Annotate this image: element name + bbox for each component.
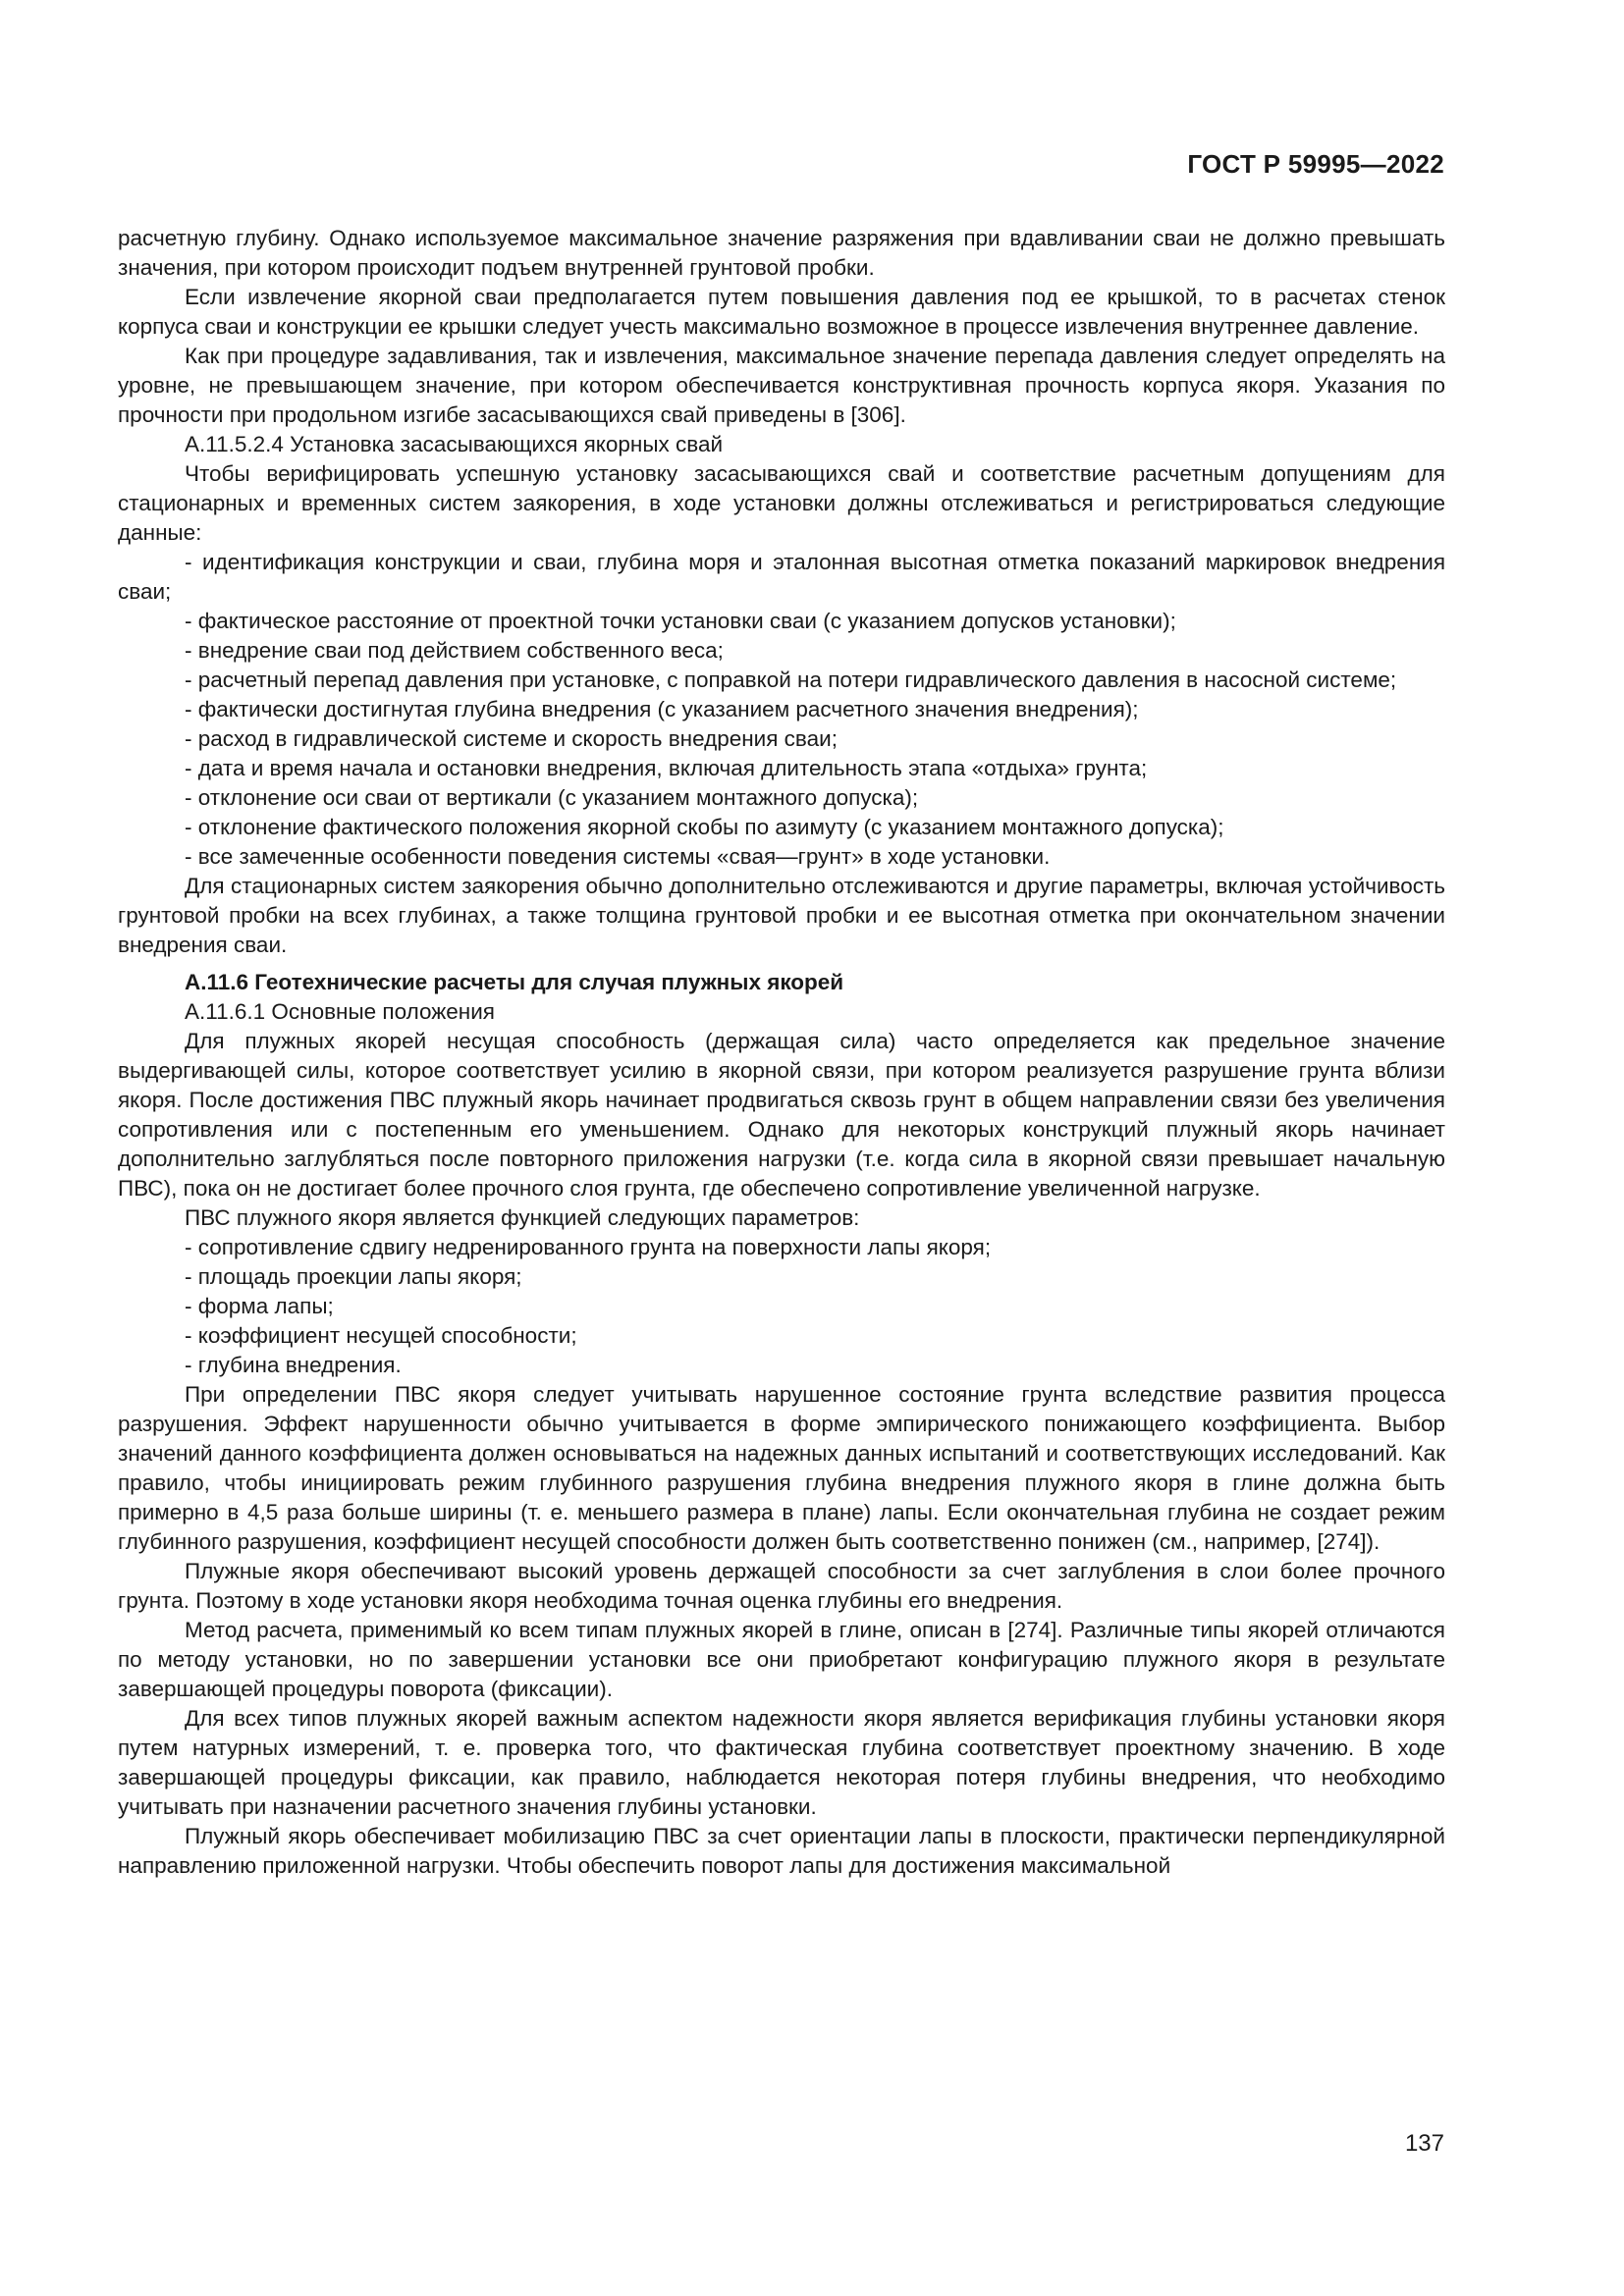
paragraph: Для стационарных систем заякорения обычно дополнительно отслеживаются и другие параметры, включая устойчивость грунтовой пробки на всех глубинах, а также толщина грунтовой пробки и ее высотная отметка при окончательном значении внедрения сваи. <box>118 874 1445 957</box>
paragraph: - расчетный перепад давления при установке, с поправкой на потери гидравлического давления в насосной системе; <box>185 667 1397 692</box>
paragraph: - фактическое расстояние от проектной точки установки сваи (с указанием допусков установки); <box>185 609 1176 633</box>
paragraph: - глубина внедрения. <box>185 1353 402 1377</box>
paragraph: - форма лапы; <box>185 1294 334 1318</box>
document-body <box>118 224 1445 1881</box>
page-number: 137 <box>1404 2130 1444 2157</box>
paragraph: Чтобы верифицировать успешную установку засасывающихся свай и соответствие расчетным допущениям для стационарных и временных систем заякорения, в ходе установки должны отслеживаться и регистрироваться следующие данные: <box>118 461 1445 545</box>
paragraph: А.11.5.2.4 Установка засасывающихся якорных свай <box>185 432 724 456</box>
paragraph: - отклонение оси сваи от вертикали (с указанием монтажного допуска); <box>185 785 919 810</box>
paragraph: - сопротивление сдвигу недренированного грунта на поверхности лапы якоря; <box>185 1235 992 1259</box>
paragraph: расчетную глубину. Однако используемое максимальное значение разряжения при вдавливании сваи не должно превышать значения, при котором происходит подъем внутренней грунтовой пробки. <box>118 226 1445 280</box>
paragraph: Для плужных якорей несущая способность (держащая сила) часто определяется как предельное значение выдергивающей силы, которое соответствует усилию в якорной связи, при котором реализуется разрушение грунта вблизи якоря. После достижения ПВС плужный якорь начинает продвигаться сквозь грунт в общем направлении связи без увеличения сопротивления или с постепенным его уменьшением. Однако для некоторых конструкций плужный якорь начинает дополнительно заглубляться после повторного приложения нагрузки (т.е. когда сила в якорной связи превышает начальную ПВС), пока он не достигает более прочного слоя грунта, где обеспечено сопротивление увеличенной нагрузке. <box>118 1029 1445 1201</box>
paragraph: ПВС плужного якоря является функцией следующих параметров: <box>185 1205 860 1230</box>
paragraph: Для всех типов плужных якорей важным аспектом надежности якоря является верификация глубины установки якоря путем натурных измерений, т. е. проверка того, что фактическая глубина соответствует проектному значению. В ходе завершающей процедуры фиксации, как правило, наблюдается некоторая потеря глубины внедрения, что необходимо учитывать при назначении расчетного значения глубины установки. <box>118 1706 1445 1819</box>
paragraph: - все замеченные особенности поведения системы «свая—грунт» в ходе установки. <box>185 844 1051 869</box>
paragraph: Если извлечение якорной сваи предполагается путем повышения давления под ее крышкой, то в расчетах стенок корпуса сваи и конструкции ее крышки следует учесть максимально возможное в процессе извлечения внутреннее давление. <box>118 285 1445 339</box>
paragraph: - фактически достигнутая глубина внедрения (с указанием расчетного значения внедрения); <box>185 697 1139 721</box>
paragraph: Плужные якоря обеспечивают высокий уровень держащей способности за счет заглубления в слои более прочного грунта. Поэтому в ходе установки якоря необходима точная оценка глубины его внедрения. <box>118 1559 1445 1613</box>
paragraph: - идентификация конструкции и сваи, глубина моря и эталонная высотная отметка показаний маркировок внедрения сваи; <box>118 550 1445 604</box>
paragraph: Плужный якорь обеспечивает мобилизацию ПВС за счет ориентации лапы в плоскости, практически перпендикулярной направлению приложенной нагрузки. Чтобы обеспечить поворот лапы для достижения максимальной <box>118 1824 1445 1878</box>
paragraph: - дата и время начала и остановки внедрения, включая длительность этапа «отдыха» грунта; <box>185 756 1148 780</box>
paragraph: - внедрение сваи под действием собственного веса; <box>185 638 724 663</box>
paragraph: А.11.6.1 Основные положения <box>185 999 495 1024</box>
paragraph: - отклонение фактического положения якорной скобы по азимуту (с указанием монтажного допуска); <box>185 815 1224 839</box>
page-header: ГОСТ Р 59995—2022 <box>1187 149 1444 179</box>
paragraph: - расход в гидравлической системе и скорость внедрения сваи; <box>185 726 838 751</box>
paragraph: - площадь проекции лапы якоря; <box>185 1264 522 1289</box>
paragraph: Как при процедуре задавливания, так и извлечения, максимальное значение перепада давления следует определять на уровне, не превышающем значение, при котором обеспечивается конструктивная прочность корпуса якоря. Указания по прочности при продольном изгибе засасывающихся свай приведены в [306]. <box>118 344 1445 427</box>
paragraph: - коэффициент несущей способности; <box>185 1323 577 1348</box>
paragraph: Метод расчета, применимый ко всем типам плужных якорей в глине, описан в [274]. Различные типы якорей отличаются по методу установки, но по завершении установки все они приобретают конфигурацию плужного якоря в результате завершающей процедуры поворота (фиксации). <box>118 1618 1445 1701</box>
paragraph: При определении ПВС якоря следует учитывать нарушенное состояние грунта вследствие развития процесса разрушения. Эффект нарушенности обычно учитывается в форме эмпирического понижающего коэффициента. Выбор значений данного коэффициента должен основываться на надежных данных испытаний и соответствующих исследований. Как правило, чтобы инициировать режим глубинного разрушения глубина внедрения плужного якоря в глине должна быть примерно в 4,5 раза больше ширины (т. е. меньшего размера в плане) лапы. Если окончательная глубина не создает режим глубинного разрушения, коэффициент несущей способности должен быть соответственно понижен (см., например, [274]). <box>118 1382 1445 1554</box>
section-heading: А.11.6 Геотехнические расчеты для случая плужных якорей <box>185 970 844 994</box>
